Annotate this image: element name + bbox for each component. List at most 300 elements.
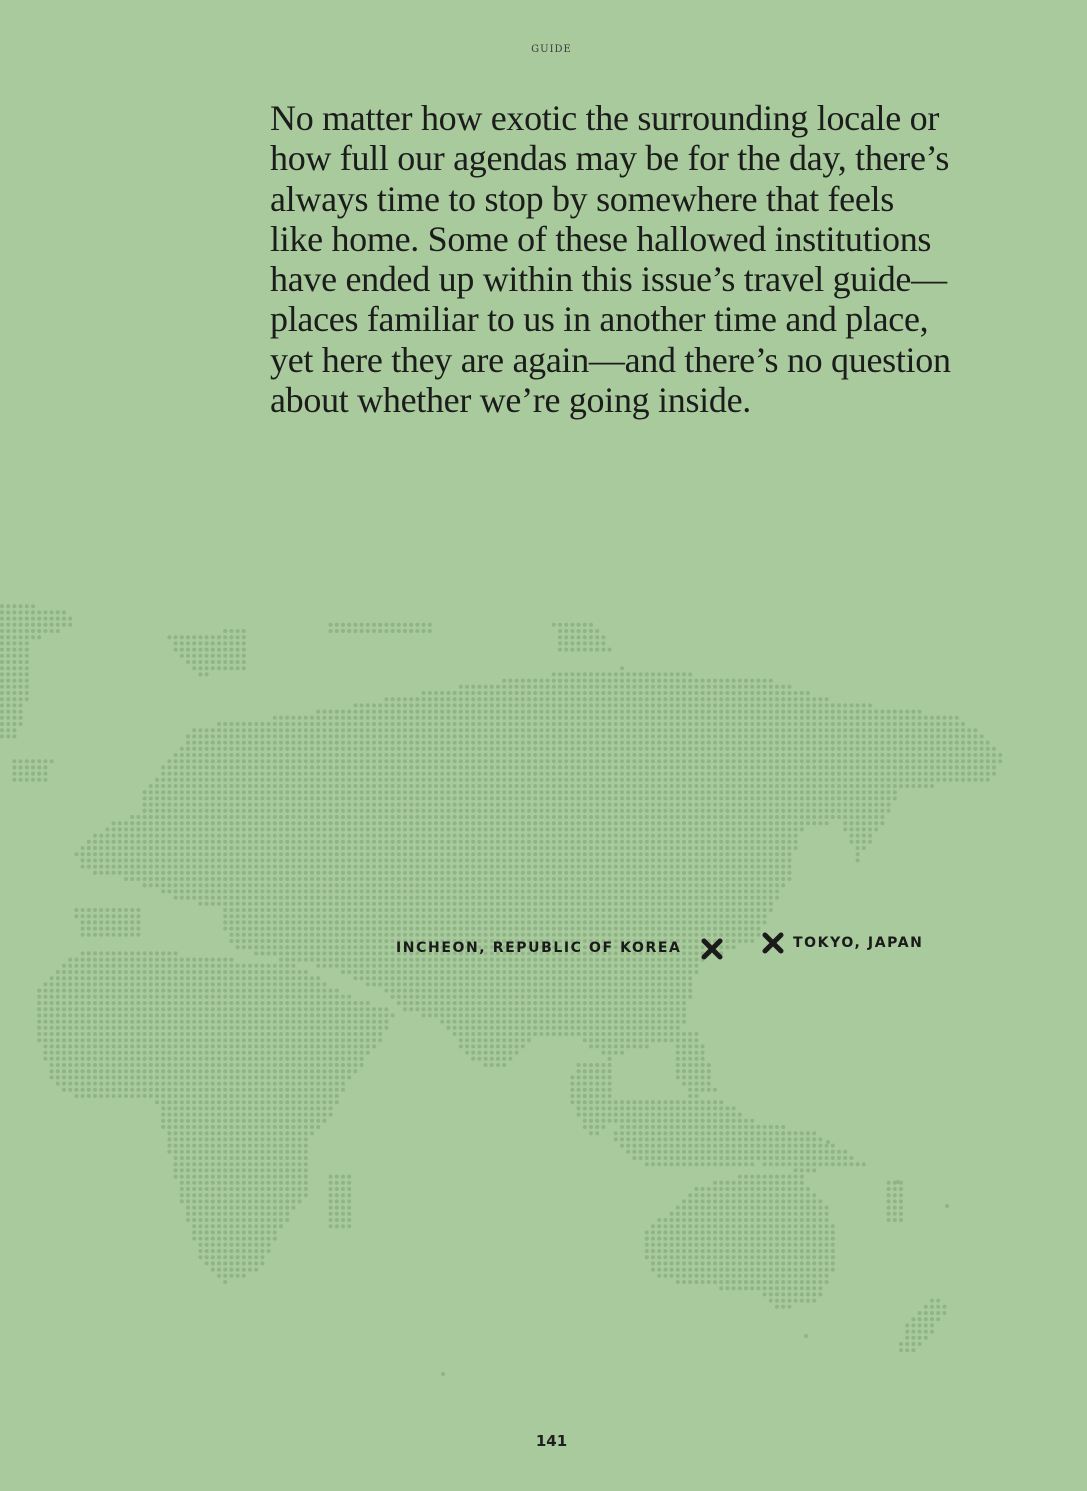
map-dot: [298, 927, 302, 931]
map-dot: [601, 846, 605, 850]
map-dot: [459, 871, 463, 875]
map-dot: [130, 821, 134, 825]
map-dot: [663, 784, 667, 788]
map-dot: [477, 883, 481, 887]
map-dot: [651, 809, 655, 813]
map-dot: [682, 852, 686, 856]
map-dot: [930, 728, 934, 732]
map-dot: [521, 809, 525, 813]
map-dot: [632, 933, 636, 937]
map-dot: [632, 908, 636, 912]
map-dot: [719, 784, 723, 788]
map-dot: [868, 796, 872, 800]
map-dot: [639, 840, 643, 844]
map-dot: [527, 796, 531, 800]
map-dot: [725, 728, 729, 732]
map-dot: [899, 765, 903, 769]
map-dot: [496, 728, 500, 732]
map-dot: [583, 927, 587, 931]
map-dot: [490, 747, 494, 751]
map-dot: [738, 679, 742, 683]
map-dot: [378, 840, 382, 844]
map-dot: [186, 871, 190, 875]
map-dot: [329, 908, 333, 912]
map-dot: [825, 728, 829, 732]
map-dot: [161, 871, 165, 875]
map-dot: [527, 883, 531, 887]
map-dot: [167, 858, 171, 862]
map-dot: [174, 790, 178, 794]
map-dot: [0, 648, 4, 652]
map-dot: [273, 889, 277, 893]
map-dot: [651, 796, 655, 800]
map-dot: [725, 697, 729, 701]
map-dot: [174, 815, 178, 819]
map-dot: [304, 908, 308, 912]
map-dot: [831, 722, 835, 726]
map-dot: [515, 896, 519, 900]
map-dot: [341, 772, 345, 776]
map-dot: [763, 871, 767, 875]
map-dot: [583, 685, 587, 689]
map-dot: [118, 821, 122, 825]
map-dot: [167, 834, 171, 838]
map-dot: [632, 778, 636, 782]
map-dot: [25, 685, 29, 689]
map-dot: [279, 747, 283, 751]
map-dot: [341, 722, 345, 726]
map-dot: [763, 722, 767, 726]
map-dot: [546, 722, 550, 726]
map-dot: [366, 815, 370, 819]
map-dot: [446, 741, 450, 745]
map-dot: [310, 852, 314, 856]
map-dot: [446, 784, 450, 788]
map-dot: [589, 710, 593, 714]
map-dot: [862, 765, 866, 769]
map-dot: [279, 728, 283, 732]
map-dot: [620, 790, 624, 794]
map-dot: [409, 734, 413, 738]
map-dot: [719, 753, 723, 757]
map-dot: [787, 734, 791, 738]
map-dot: [769, 753, 773, 757]
map-dot: [273, 790, 277, 794]
map-dot: [446, 803, 450, 807]
map-dot: [254, 734, 258, 738]
map-dot: [508, 902, 512, 906]
map-dot: [459, 765, 463, 769]
map-dot: [397, 697, 401, 701]
map-dot: [143, 821, 147, 825]
map-dot: [391, 710, 395, 714]
map-dot: [508, 747, 512, 751]
map-dot: [620, 716, 624, 720]
map-dot: [136, 858, 140, 862]
map-dot: [285, 920, 289, 924]
map-dot: [279, 821, 283, 825]
map-dot: [279, 846, 283, 850]
map-dot: [967, 772, 971, 776]
map-dot: [564, 889, 568, 893]
map-dot: [670, 765, 674, 769]
map-dot: [651, 896, 655, 900]
map-dot: [570, 920, 574, 924]
map-dot: [372, 852, 376, 856]
map-dot: [800, 803, 804, 807]
map-dot: [490, 865, 494, 869]
map-dot: [99, 933, 103, 937]
map-dot: [614, 871, 618, 875]
map-dot: [415, 902, 419, 906]
map-dot: [552, 672, 556, 676]
map-dot: [533, 753, 537, 757]
map-dot: [874, 778, 878, 782]
map-dot: [670, 747, 674, 751]
map-dot: [25, 666, 29, 670]
map-dot: [180, 865, 184, 869]
map-dot: [744, 765, 748, 769]
map-dot: [341, 728, 345, 732]
map-dot: [701, 920, 705, 924]
map-dot: [180, 654, 184, 658]
map-dot: [688, 865, 692, 869]
map-dot: [260, 778, 264, 782]
map-dot: [267, 796, 271, 800]
map-dot: [713, 778, 717, 782]
map-dot: [25, 772, 29, 776]
map-dot: [651, 728, 655, 732]
map-dot: [167, 759, 171, 763]
map-dot: [322, 939, 326, 943]
map-dot: [564, 623, 568, 627]
map-dot: [422, 846, 426, 850]
map-dot: [335, 889, 339, 893]
map-dot: [298, 852, 302, 856]
map-dot: [527, 827, 531, 831]
map-dot: [880, 734, 884, 738]
map-dot: [775, 889, 779, 893]
map-dot: [843, 772, 847, 776]
map-dot: [174, 840, 178, 844]
map-dot: [595, 641, 599, 645]
map-dot: [341, 896, 345, 900]
map-dot: [6, 648, 10, 652]
map-dot: [322, 728, 326, 732]
map-dot: [353, 753, 357, 757]
map-dot: [725, 679, 729, 683]
map-dot: [81, 920, 85, 924]
map-dot: [521, 834, 525, 838]
map-dot: [694, 728, 698, 732]
map-dot: [521, 877, 525, 881]
map-dot: [831, 759, 835, 763]
map-dot: [242, 635, 246, 639]
map-dot: [186, 834, 190, 838]
map-dot: [862, 827, 866, 831]
map-dot: [415, 821, 419, 825]
map-dot: [422, 728, 426, 732]
map-dot: [477, 840, 481, 844]
map-dot: [477, 784, 481, 788]
map-dot: [180, 635, 184, 639]
map-dot: [924, 784, 928, 788]
map-dot: [614, 896, 618, 900]
map-dot: [167, 871, 171, 875]
map-dot: [750, 741, 754, 745]
map-dot: [496, 697, 500, 701]
map-dot: [459, 896, 463, 900]
map-dot: [403, 852, 407, 856]
map-dot: [632, 852, 636, 856]
map-dot: [831, 728, 835, 732]
map-dot: [43, 772, 47, 776]
map-dot: [242, 933, 246, 937]
map-dot: [694, 741, 698, 745]
map-dot: [440, 710, 444, 714]
map-dot: [707, 697, 711, 701]
map-dot: [546, 747, 550, 751]
map-dot: [112, 914, 116, 918]
map-dot: [645, 747, 649, 751]
map-dot: [37, 623, 41, 627]
map-dot: [260, 914, 264, 918]
map-dot: [223, 734, 227, 738]
map-dot: [6, 710, 10, 714]
map-dot: [205, 896, 209, 900]
map-dot: [353, 914, 357, 918]
map-dot: [446, 716, 450, 720]
map-dot: [676, 914, 680, 918]
map-dot: [335, 852, 339, 856]
map-dot: [422, 747, 426, 751]
map-dot: [304, 753, 308, 757]
map-dot: [725, 865, 729, 869]
map-dot: [713, 747, 717, 751]
map-dot: [279, 827, 283, 831]
map-dot: [936, 728, 940, 732]
map-dot: [601, 889, 605, 893]
map-dot: [701, 803, 705, 807]
map-dot: [552, 883, 556, 887]
map-dot: [391, 920, 395, 924]
map-dot: [713, 772, 717, 776]
map-dot: [713, 927, 717, 931]
map-dot: [347, 871, 351, 875]
map-dot: [217, 796, 221, 800]
map-dot: [725, 809, 729, 813]
map-dot: [521, 759, 525, 763]
map-dot: [558, 641, 562, 645]
map-dot: [198, 772, 202, 776]
map-dot: [868, 716, 872, 720]
map-dot: [701, 679, 705, 683]
map-dot: [620, 815, 624, 819]
map-dot: [211, 815, 215, 819]
map-dot: [490, 753, 494, 757]
map-dot: [322, 889, 326, 893]
map-dot: [552, 858, 556, 862]
map-dot: [601, 703, 605, 707]
map-dot: [775, 685, 779, 689]
map-dot: [384, 914, 388, 918]
map-dot: [254, 865, 258, 869]
map-dot: [366, 827, 370, 831]
map-dot: [707, 778, 711, 782]
map-dot: [242, 741, 246, 745]
map-dot: [446, 858, 450, 862]
map-dot: [874, 753, 878, 757]
map-dot: [229, 654, 233, 658]
map-dot: [136, 846, 140, 850]
map-dot: [527, 747, 531, 751]
map-dot: [657, 908, 661, 912]
map-dot: [6, 610, 10, 614]
map-dot: [849, 827, 853, 831]
map-dot: [353, 629, 357, 633]
map-dot: [577, 635, 581, 639]
map-dot: [713, 920, 717, 924]
map-dot: [719, 827, 723, 831]
map-dot: [347, 815, 351, 819]
map-dot: [893, 796, 897, 800]
map-dot: [657, 877, 661, 881]
map-dot: [527, 703, 531, 707]
map-dot: [397, 803, 401, 807]
map-dot: [378, 846, 382, 850]
map-dot: [595, 809, 599, 813]
map-dot: [744, 697, 748, 701]
map-dot: [372, 703, 376, 707]
map-dot: [577, 877, 581, 881]
map-dot: [12, 691, 16, 695]
map-dot: [434, 908, 438, 912]
map-dot: [676, 741, 680, 745]
map-dot: [756, 697, 760, 701]
map-dot: [552, 902, 556, 906]
map-dot: [304, 821, 308, 825]
map-dot: [391, 784, 395, 788]
map-dot: [527, 784, 531, 788]
map-dot: [868, 827, 872, 831]
map-dot: [267, 734, 271, 738]
map-dot: [657, 722, 661, 726]
map-dot: [570, 815, 574, 819]
map-dot: [682, 896, 686, 900]
map-dot: [25, 759, 29, 763]
map-dot: [347, 834, 351, 838]
map-dot: [161, 784, 165, 788]
map-dot: [223, 784, 227, 788]
map-dot: [713, 809, 717, 813]
map-dot: [769, 846, 773, 850]
map-dot: [428, 803, 432, 807]
map-dot: [936, 778, 940, 782]
map-dot: [564, 803, 568, 807]
map-dot: [521, 846, 525, 850]
map-dot: [558, 753, 562, 757]
map-dot: [775, 858, 779, 862]
map-dot: [911, 784, 915, 788]
map-dot: [74, 852, 78, 856]
map-dot: [236, 784, 240, 788]
map-dot: [105, 834, 109, 838]
map-dot: [843, 722, 847, 726]
map-dot: [539, 852, 543, 856]
map-dot: [527, 679, 531, 683]
map-dot: [428, 741, 432, 745]
map-dot: [298, 759, 302, 763]
map-dot: [645, 809, 649, 813]
map-dot: [422, 753, 426, 757]
map-dot: [527, 920, 531, 924]
map-dot: [738, 703, 742, 707]
map-dot: [434, 747, 438, 751]
map-dot: [645, 902, 649, 906]
map-dot: [285, 722, 289, 726]
map-dot: [595, 803, 599, 807]
map-dot: [440, 871, 444, 875]
map-dot: [887, 772, 891, 776]
map-dot: [763, 703, 767, 707]
map-dot: [862, 778, 866, 782]
map-dot: [366, 716, 370, 720]
map-dot: [174, 809, 178, 813]
map-dot: [422, 927, 426, 931]
map-dot: [868, 703, 872, 707]
map-dot: [329, 722, 333, 726]
map-dot: [663, 691, 667, 695]
map-dot: [620, 778, 624, 782]
map-dot: [347, 753, 351, 757]
map-dot: [391, 629, 395, 633]
map-dot: [273, 827, 277, 831]
map-dot: [682, 778, 686, 782]
map-dot: [663, 753, 667, 757]
map-dot: [335, 871, 339, 875]
map-dot: [384, 871, 388, 875]
map-dot: [403, 734, 407, 738]
map-dot: [428, 722, 432, 726]
map-dot: [639, 865, 643, 869]
map-dot: [143, 840, 147, 844]
map-dot: [453, 920, 457, 924]
map-dot: [322, 803, 326, 807]
map-dot: [236, 902, 240, 906]
map-dot: [446, 871, 450, 875]
map-dot: [434, 722, 438, 726]
map-dot: [360, 877, 364, 881]
map-dot: [521, 815, 525, 819]
map-dot: [130, 827, 134, 831]
map-dot: [601, 691, 605, 695]
map-dot: [992, 765, 996, 769]
map-dot: [732, 778, 736, 782]
map-dot: [651, 697, 655, 701]
map-dot: [136, 834, 140, 838]
map-dot: [205, 747, 209, 751]
map-dot: [25, 660, 29, 664]
map-dot: [558, 846, 562, 850]
map-dot: [570, 858, 574, 862]
map-dot: [756, 834, 760, 838]
map-dot: [415, 803, 419, 807]
map-dot: [533, 765, 537, 769]
map-dot: [552, 772, 556, 776]
map-dot: [31, 778, 35, 782]
map-dot: [347, 939, 351, 943]
map-dot: [657, 784, 661, 788]
